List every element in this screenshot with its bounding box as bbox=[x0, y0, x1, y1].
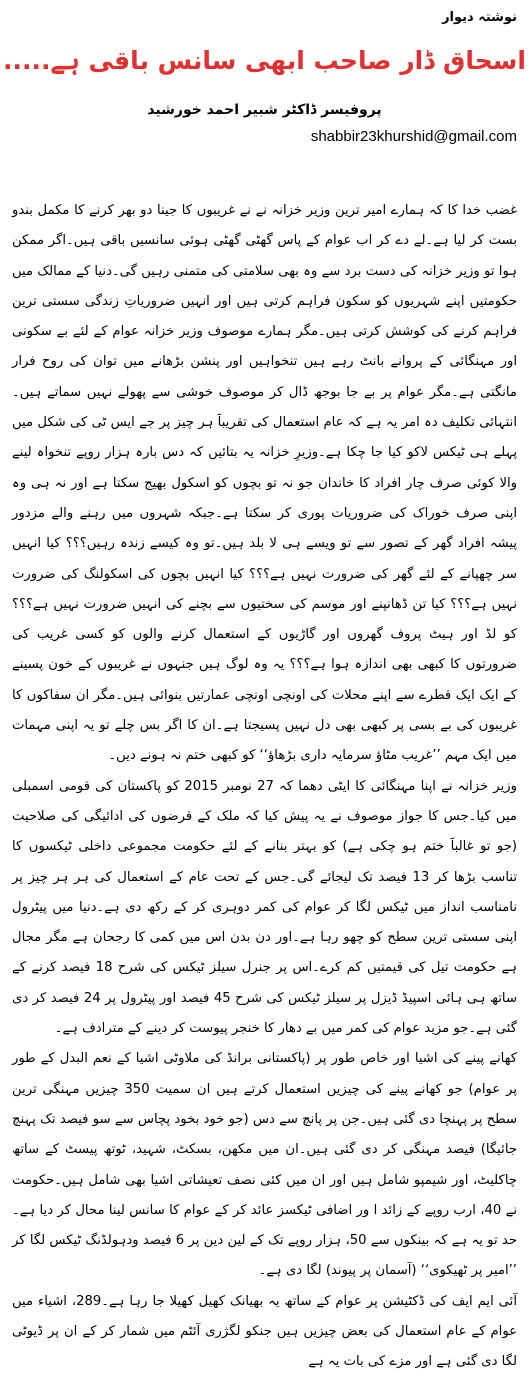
article-paragraph: وزیر خزانہ نے اپنا مہنگائی کا ایٹی دھما کہ 27 نومبر 2015 کو پاکستان کی قومی اسمبلی میں کیا۔جس کا جواز موصوف نے یہ پیش کیا کہ ملک کے قرضوں کی ادائیگی کی صلاحیت (جو تو غالباََ ختم ہو چکی ہے) کو بہتر بنانے کے لئے حکومت مجموعی داخلی ٹیکسوں کا تناسب بڑھا کر 13 فیصد تک لیجائے گی۔جس کے تحت عام کے استعمال کی ہر ہر چیز پر نامناسب انداز میں ٹیکس لگا کر عوام کی کمر دوہری کر کے رکھ دی ہے۔دنیا میں پیٹرول اپنی سستی ترین سطح کو چھو رہا ہے۔اور دن بدن اس میں کمی کا رجحان ہے مگر مجال ہے حکومت تیل کی قیمتیں کم کرے۔اس پر جنرل سیلز ٹیکس کی شرح 18 فیصد کرنے کے ساتھ ہی ہائی اسپیڈ ڈیزل پر سیلز ٹیکس کی شرح 45 فیصد اور پیٹرول پر 24 فیصد کر دی گئی ہے۔جو مزید عوام کی کمر میں بے دھار کا خنجر پیوست کر دینے کے مترادف ہے۔ bbox=[12, 778, 518, 1037]
author-email[interactable]: shabbir23khurshid@gmail.com bbox=[310, 128, 517, 145]
article-paragraph: کھانے پینے کی اشیا اور خاص طور پر (پاکستانی برانڈ کی ملاوٹی اشیا کے نعم البدل کے طور پر عوام) جو کھانے پینے کی چیزیں استعمال کرتے ہیں ان سمیت 350 چیزیں مہنگی ترین سطح پر پہنچا دی گئی ہیں۔جن پر پانچ سے دس (جو خود بخود پچاس سے سو فیصد تک پہنچ جائیگا) فیصد مہنگی کر دی گئی ہیں۔ان میں مکھن، بسکٹ، شہید، ٹوتھ پیسٹ کے ساتھ چاکلیٹ، اور شیمپو شامل ہیں اور ان میں کئی نصف تعیشاتی اشیا بھی شامل ہیں۔حکومت نے 40، ارب روپے کے زائد ا ور اضافی ٹیکسز عائد کر کے عوام کا سانس لینا محال کر دیا ہے۔حد تو یہ ہے کہ بینکوں سے 50، ہزار روپے تک کے لین دین پر 6 فیصد ودہولڈنگ ٹیکس لگا کر ’’امیر پر ٹھیکوی‘‘ (آسمان پر پیوند) لگا دی ہے۔ bbox=[12, 1051, 517, 1279]
article-paragraph: غضب خدا کا کہ ہمارے امیر ترین وزیر خزانہ نے نے غریبوں کا جینا دو بھر کرنے کا مکمل بندو بست کر لیا ہے۔لے دے کر اب عوام کے پاس گھٹی گھٹی ہوئی سانسیں باقی ہیں۔اگر ممکن ہوا تو وزیر خزانہ کی دست برد سے وہ بھی سلامتی کی متمنی رہیں گی۔دنیا کے ممالک میں حکومتیں اپنے شہریوں کو سکون فراہم کرتی ہیں اور انہیں ضروریاتِ زندگی سستی ترین فراہم کرنے کی کوشش کرتی ہیں۔مگر ہمارے موصوف وزیر خزانہ عوام کے لئے بے سکونی اور مہنگائی کے پروانے بانٹ رہے ہیں تنخواہیں اور پنشن بڑھانے میں توان کی روح فرار مانگتی ہے۔مگر عوام پر بے جا بوجھ ڈال کر موصوف خوشی سے پھولے نہیں سماتے ہیں۔انتہائی تکلیف دہ امر یہ ہے کہ عام استعمال کی تقریباََ ہر چیز پر جے ایس ٹی کی شکل میں پہلے ہی ٹیکس لاکو کیا جا چکا ہے۔وزیرِ خزانہ یہ بتائیں کہ دس بارہ ہزار روپے تنخواہ لینے والا کوئی صرف چار افراد کا خاندان جو نہ تو بچوں کو اسکول بھیج سکتا ہے اور نہ ہی وہ اپنی صرف خوراک کی ضروریات پوری کر سکتا ہے۔جبکہ شہروں میں رہنے والے مزدور پیشہ افراد گھر کے تصور سے تو ویسے ہی لا بلد ہیں۔تو وہ کیسے زندہ رہیں؟؟؟ کیا انہیں سر چھپانے کے لئے گھر کی ضرورت نہیں ہے؟؟؟ کیا انہیں بچوں کی اسکولنگ کی ضرورت نہیں ہے؟؟؟ کیا تن ڈھانپنے اور موسم کی سختیوں سے بچنے کی انہیں ضرورت نہیں ہے؟؟؟ کو لڈ اور ہیٹ پروف گھروں اور گاڑیوں کے استعمال کرنے والوں کو کسی غریب کی ضرورتوں کا کبھی بھی اندازہ ہوا ہے؟؟؟ یہ وہ لوگ ہیں جنہوں نے غریبوں کے خون پسینے کے ایک ایک قطرے سے اپنے محلات کی اونچی اونچی عمارتیں بنوائی ہیں۔مگر ان سفاکوں کا غریبوں کی بے بسی پر کبھی بھی دل نہیں پسیجتا ہے۔ان کا اگر بس چلے تو یہ اپنی مہمات میں ایک مہم ’’غریب مٹاؤ سرمایہ داری بڑھاؤ‘‘ کو کبھی ختم نہ ہونے دیں۔ bbox=[12, 203, 517, 764]
column-name: نوشتہ دیوار bbox=[442, 10, 517, 25]
article-headline: اسحاق ڈار صاحب ابھی سانس باقی ہے..... bbox=[3, 46, 526, 75]
article-body bbox=[12, 196, 517, 1378]
article-paragraph: آئی ایم ایف کی ڈکٹیشن پر عوام کے ساتھ یہ بھیانک کھیل کھیلا جا رہا ہے۔289، اشیاء میں عوام کے عام استعمال کی بعض چیزیں ہیں جنکو لگژری آئٹم میں شمار کر کے ان پر ڈیوٹی لگا دی گئی ہے اور مزے کی بات یہ ہے bbox=[12, 1293, 517, 1370]
author-byline: پروفیسر ڈاکٹر شبیر احمد خورشید bbox=[147, 102, 382, 118]
